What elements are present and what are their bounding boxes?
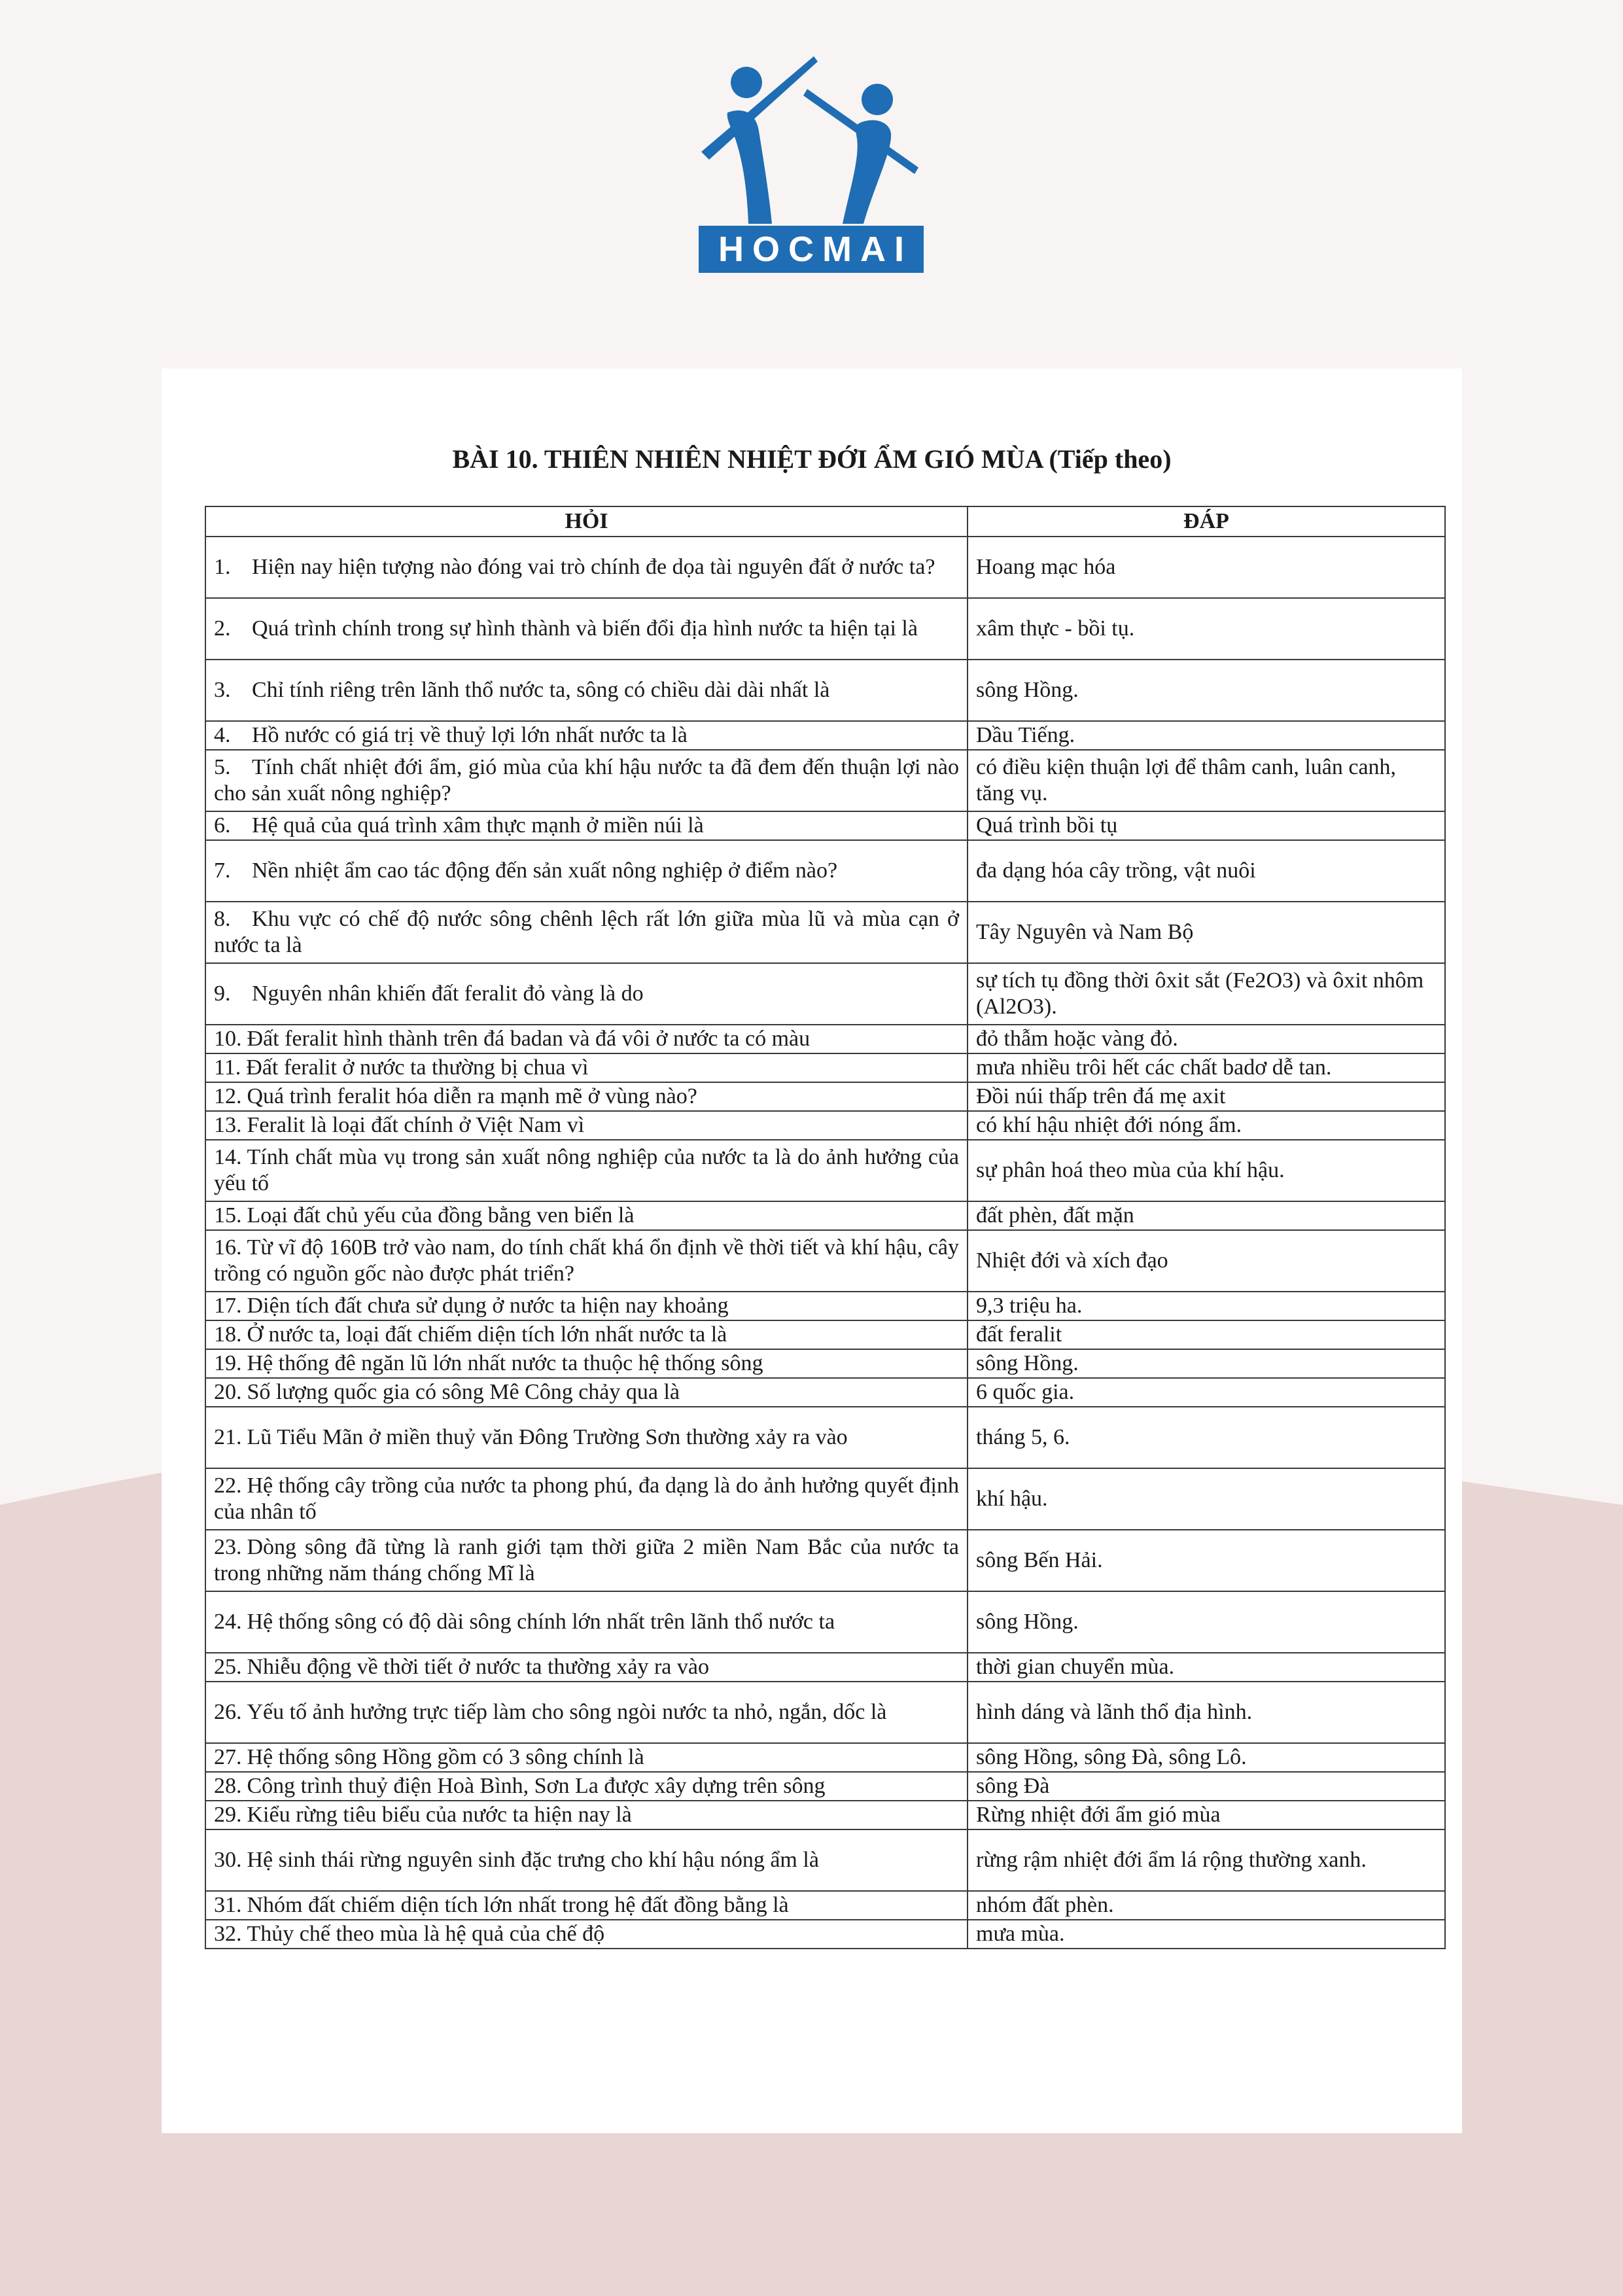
question-cell — [205, 902, 968, 963]
answer-cell: xâm thực - bồi tụ. — [968, 598, 1445, 660]
table-row — [205, 1111, 1445, 1140]
question-cell — [205, 721, 968, 750]
question-cell — [205, 1829, 968, 1891]
answer-cell: Rừng nhiệt đới ẩm gió mùa — [968, 1801, 1445, 1829]
question-number: 18. — [214, 1322, 242, 1347]
answer-cell: sông Hồng. — [968, 660, 1445, 721]
question-text: Hệ thống cây trồng của nước ta phong phú, đa dạng là do ảnh hưởng quyết định của nhân tố — [214, 1474, 959, 1524]
table-row — [205, 1082, 1445, 1111]
answer-cell: nhóm đất phèn. — [968, 1891, 1445, 1920]
question-text: Nền nhiệt ẩm cao tác động đến sản xuất nông nghiệp ở điểm nào? — [252, 858, 838, 883]
question-cell — [205, 1349, 968, 1378]
question-number: 26. — [214, 1700, 242, 1724]
answer-cell: Nhiệt đới và xích đạo — [968, 1230, 1445, 1292]
question-cell — [205, 537, 968, 598]
question-number: 6. — [214, 813, 231, 838]
question-cell — [205, 1591, 968, 1653]
question-text: Feralit là loại đất chính ở Việt Nam vì — [247, 1113, 585, 1137]
question-number: 3. — [214, 678, 231, 702]
answer-cell: Đồi núi thấp trên đá mẹ axit — [968, 1082, 1445, 1111]
question-number: 27. — [214, 1745, 242, 1769]
answer-cell: sông Hồng. — [968, 1349, 1445, 1378]
table-row — [205, 1530, 1445, 1591]
question-text: Quá trình feralit hóa diễn ra mạnh mẽ ở vùng nào? — [247, 1084, 697, 1108]
question-number: 32. — [214, 1922, 242, 1946]
answer-cell: đỏ thẫm hoặc vàng đỏ. — [968, 1025, 1445, 1053]
answer-cell: sông Đà — [968, 1772, 1445, 1801]
answer-cell: có điều kiện thuận lợi để thâm canh, luân canh, tăng vụ. — [968, 750, 1445, 811]
question-cell — [205, 1743, 968, 1772]
question-text: Tính chất nhiệt đới ẩm, gió mùa của khí hậu nước ta đã đem đến thuận lợi nào cho sản xuất nông nghiệp? — [214, 755, 959, 805]
answer-cell: Hoang mạc hóa — [968, 537, 1445, 598]
table-row — [205, 750, 1445, 811]
question-cell — [205, 1320, 968, 1349]
answer-cell: tháng 5, 6. — [968, 1407, 1445, 1468]
question-text: Thủy chế theo mùa là hệ quả của chế độ — [247, 1922, 605, 1946]
answer-cell: hình dáng và lãnh thổ địa hình. — [968, 1682, 1445, 1743]
question-cell — [205, 1292, 968, 1320]
question-number: 24. — [214, 1610, 242, 1634]
question-number: 4. — [214, 723, 231, 747]
logo-figures — [696, 52, 932, 229]
question-text: Từ vĩ độ 160B trở vào nam, do tính chất khá ổn định về thời tiết và khí hậu, cây trồng có nguồn gốc nào được phát triển? — [214, 1235, 959, 1286]
question-number: 7. — [214, 858, 231, 883]
table-row — [205, 1320, 1445, 1349]
question-text: Hệ thống sông Hồng gồm có 3 sông chính là — [247, 1745, 644, 1769]
question-cell — [205, 1772, 968, 1801]
answer-cell: Quá trình bồi tụ — [968, 811, 1445, 840]
question-number: 28. — [214, 1774, 242, 1798]
answer-cell: đất feralit — [968, 1320, 1445, 1349]
answer-cell: có khí hậu nhiệt đới nóng ẩm. — [968, 1111, 1445, 1140]
table-row — [205, 902, 1445, 963]
answer-cell: đa dạng hóa cây trồng, vật nuôi — [968, 840, 1445, 902]
table-row — [205, 1772, 1445, 1801]
answer-cell: thời gian chuyển mùa. — [968, 1653, 1445, 1682]
table-row — [205, 840, 1445, 902]
question-number: 29. — [214, 1803, 242, 1827]
question-cell — [205, 1082, 968, 1111]
question-cell — [205, 1920, 968, 1949]
question-cell — [205, 963, 968, 1025]
question-text: Quá trình chính trong sự hình thành và biến đổi địa hình nước ta hiện tại là — [252, 616, 918, 641]
question-cell — [205, 1682, 968, 1743]
table-row — [205, 660, 1445, 721]
answer-cell: sông Hồng. — [968, 1591, 1445, 1653]
answer-cell: 9,3 triệu ha. — [968, 1292, 1445, 1320]
question-cell — [205, 750, 968, 811]
answer-cell: sự phân hoá theo mùa của khí hậu. — [968, 1140, 1445, 1201]
table-row — [205, 1292, 1445, 1320]
question-cell — [205, 1407, 968, 1468]
table-row — [205, 1025, 1445, 1053]
question-cell — [205, 1378, 968, 1407]
question-number: 20. — [214, 1380, 242, 1404]
answer-cell: sông Bến Hải. — [968, 1530, 1445, 1591]
table-row — [205, 811, 1445, 840]
question-cell — [205, 1468, 968, 1530]
question-text: Yếu tố ảnh hưởng trực tiếp làm cho sông ngòi nước ta nhỏ, ngắn, dốc là — [247, 1700, 887, 1724]
question-number: 14. — [214, 1145, 242, 1169]
table-row — [205, 1201, 1445, 1230]
qa-table — [205, 506, 1446, 1949]
question-cell — [205, 1140, 968, 1201]
question-cell — [205, 1201, 968, 1230]
question-cell — [205, 598, 968, 660]
table-row — [205, 1920, 1445, 1949]
question-number: 2. — [214, 616, 231, 641]
question-text: Ở nước ta, loại đất chiếm diện tích lớn nhất nước ta là — [247, 1322, 727, 1347]
table-row — [205, 1053, 1445, 1082]
question-cell — [205, 1025, 968, 1053]
question-cell — [205, 660, 968, 721]
question-text: Diện tích đất chưa sử dụng ở nước ta hiện nay khoảng — [247, 1294, 729, 1318]
table-row — [205, 1230, 1445, 1292]
question-text: Loại đất chủ yếu của đồng bằng ven biển là — [247, 1203, 635, 1227]
question-number: 22. — [214, 1474, 242, 1498]
question-text: Nguyên nhân khiến đất feralit đỏ vàng là do — [252, 981, 644, 1006]
question-cell — [205, 1653, 968, 1682]
answer-cell: rừng rậm nhiệt đới ẩm lá rộng thường xanh. — [968, 1829, 1445, 1891]
question-cell — [205, 1891, 968, 1920]
table-row — [205, 1653, 1445, 1682]
question-cell — [205, 1801, 968, 1829]
question-cell — [205, 1230, 968, 1292]
question-text: Hệ thống đê ngăn lũ lớn nhất nước ta thuộc hệ thống sông — [247, 1351, 763, 1375]
question-number: 12. — [214, 1084, 242, 1108]
table-row — [205, 1349, 1445, 1378]
answer-cell: Tây Nguyên và Nam Bộ — [968, 902, 1445, 963]
question-number: 30. — [214, 1848, 242, 1872]
document-page — [162, 368, 1462, 2133]
question-text: Đất feralit ở nước ta thường bị chua vì — [246, 1055, 589, 1080]
answer-cell: đất phèn, đất mặn — [968, 1201, 1445, 1230]
header-question: HỎI — [205, 506, 968, 537]
table-header-row — [205, 506, 1445, 537]
question-cell — [205, 1530, 968, 1591]
answer-cell: mưa mùa. — [968, 1920, 1445, 1949]
question-text: Nhóm đất chiếm diện tích lớn nhất trong hệ đất đồng bằng là — [247, 1893, 789, 1917]
question-text: Hệ thống sông có độ dài sông chính lớn nhất trên lãnh thổ nước ta — [247, 1610, 835, 1634]
question-number: 31. — [214, 1893, 242, 1917]
table-row — [205, 1829, 1445, 1891]
table-row — [205, 1591, 1445, 1653]
question-text: Hệ sinh thái rừng nguyên sinh đặc trưng cho khí hậu nóng ẩm là — [247, 1848, 819, 1872]
question-number: 5. — [214, 755, 231, 779]
table-row — [205, 963, 1445, 1025]
table-row — [205, 1743, 1445, 1772]
question-text: Đất feralit hình thành trên đá badan và đá vôi ở nước ta có màu — [247, 1027, 811, 1051]
table-row — [205, 1682, 1445, 1743]
question-number: 16. — [214, 1235, 242, 1260]
table-row — [205, 1378, 1445, 1407]
question-number: 9. — [214, 981, 231, 1006]
logo-wordmark: HOCMAI — [699, 226, 924, 273]
question-text: Hồ nước có giá trị về thuỷ lợi lớn nhất nước ta là — [252, 723, 688, 747]
question-text: Hệ quả của quá trình xâm thực mạnh ở miền núi là — [252, 813, 704, 838]
question-cell — [205, 1053, 968, 1082]
document-title: BÀI 10. THIÊN NHIÊN NHIỆT ĐỚI ẨM GIÓ MÙA (Tiếp theo) — [452, 444, 1172, 474]
table-row — [205, 1140, 1445, 1201]
question-text: Chỉ tính riêng trên lãnh thổ nước ta, sông có chiều dài dài nhất là — [252, 678, 830, 702]
question-cell — [205, 811, 968, 840]
question-number: 1. — [214, 555, 231, 579]
hocmai-logo — [696, 52, 932, 272]
table-row — [205, 1891, 1445, 1920]
question-text: Lũ Tiểu Mãn ở miền thuỷ văn Đông Trường Sơn thường xảy ra vào — [247, 1425, 848, 1449]
question-text: Tính chất mùa vụ trong sản xuất nông nghiệp của nước ta là do ảnh hưởng của yếu tố — [214, 1145, 959, 1195]
table-row — [205, 598, 1445, 660]
answer-cell: sông Hồng, sông Đà, sông Lô. — [968, 1743, 1445, 1772]
table-row — [205, 1407, 1445, 1468]
question-number: 19. — [214, 1351, 242, 1375]
question-number: 10. — [214, 1027, 242, 1051]
answer-cell: mưa nhiều trôi hết các chất badơ dễ tan. — [968, 1053, 1445, 1082]
question-cell — [205, 1111, 968, 1140]
question-text: Số lượng quốc gia có sông Mê Công chảy qua là — [247, 1380, 680, 1404]
question-text: Kiểu rừng tiêu biểu của nước ta hiện nay là — [247, 1803, 632, 1827]
question-text: Công trình thuỷ điện Hoà Bình, Sơn La được xây dựng trên sông — [247, 1774, 826, 1798]
question-text: Khu vực có chế độ nước sông chênh lệch rất lớn giữa mùa lũ và mùa cạn ở nước ta là — [214, 907, 959, 957]
table-row — [205, 1801, 1445, 1829]
question-number: 13. — [214, 1113, 242, 1137]
answer-cell: khí hậu. — [968, 1468, 1445, 1530]
answer-cell: Dầu Tiếng. — [968, 721, 1445, 750]
question-number: 15. — [214, 1203, 242, 1227]
question-number: 17. — [214, 1294, 242, 1318]
question-text: Hiện nay hiện tượng nào đóng vai trò chính đe dọa tài nguyên đất ở nước ta? — [252, 555, 935, 579]
question-text: Dòng sông đã từng là ranh giới tạm thời giữa 2 miền Nam Bắc của nước ta trong những năm tháng chống Mĩ là — [214, 1535, 959, 1585]
question-text: Nhiễu động về thời tiết ở nước ta thường xảy ra vào — [247, 1655, 709, 1679]
question-number: 25. — [214, 1655, 242, 1679]
question-number: 23. — [214, 1535, 242, 1559]
question-number: 8. — [214, 907, 231, 931]
table-row — [205, 1468, 1445, 1530]
answer-cell: sự tích tụ đồng thời ôxit sắt (Fe2O3) và ôxit nhôm (Al2O3). — [968, 963, 1445, 1025]
table-row — [205, 721, 1445, 750]
question-number: 11. — [214, 1055, 241, 1080]
answer-cell: 6 quốc gia. — [968, 1378, 1445, 1407]
table-body — [205, 537, 1445, 1949]
question-number: 21. — [214, 1425, 242, 1449]
header-answer: ĐÁP — [968, 506, 1445, 537]
question-cell — [205, 840, 968, 902]
table-row — [205, 537, 1445, 598]
